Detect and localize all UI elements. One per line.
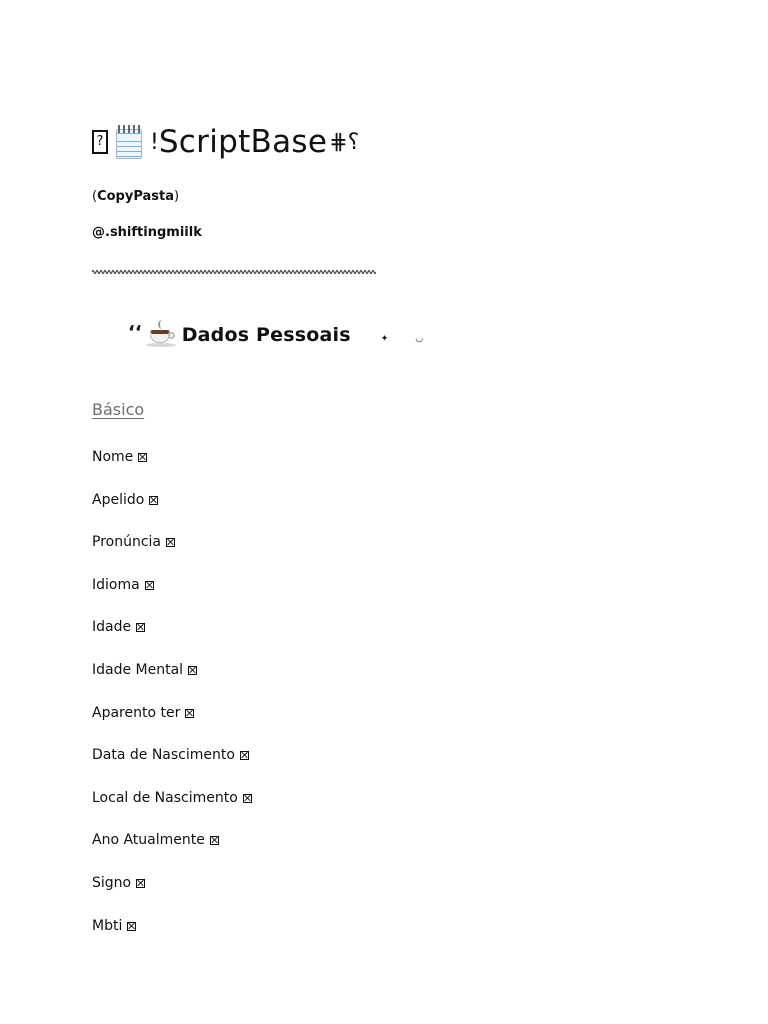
title-suffix-deco: ⋕⸮ bbox=[329, 129, 360, 155]
x-box-icon bbox=[210, 836, 219, 845]
list-item bbox=[92, 660, 252, 703]
x-box-icon bbox=[149, 496, 158, 505]
field-list bbox=[92, 447, 252, 958]
x-box-icon bbox=[243, 794, 252, 803]
document-title: ScriptBase bbox=[158, 124, 328, 160]
missing-glyph-icon: ? bbox=[92, 130, 108, 154]
field-label: Ano Atualmente bbox=[92, 832, 205, 849]
list-item bbox=[92, 490, 252, 533]
section-deco: ✦ ◡ bbox=[380, 334, 436, 344]
subtitle-label: CopyPasta bbox=[97, 189, 175, 204]
field-label: Aparento ter bbox=[92, 704, 181, 721]
list-item bbox=[92, 703, 252, 746]
list-item bbox=[92, 873, 252, 916]
x-box-icon bbox=[188, 666, 197, 675]
section-heading-row bbox=[128, 320, 435, 350]
x-box-icon bbox=[136, 879, 145, 888]
field-label: Local de Nascimento bbox=[92, 789, 238, 806]
x-box-icon bbox=[145, 581, 154, 590]
field-label: Pronúncia bbox=[92, 534, 161, 551]
x-box-icon bbox=[127, 922, 136, 931]
list-item bbox=[92, 617, 252, 660]
x-box-icon bbox=[185, 709, 194, 718]
subsection-title: Básico bbox=[92, 400, 145, 419]
field-label: Data de Nascimento bbox=[92, 747, 235, 764]
document-subtitle: (CopyPasta) bbox=[92, 189, 180, 204]
x-box-icon bbox=[138, 453, 147, 462]
field-label: Apelido bbox=[92, 491, 145, 508]
x-box-icon bbox=[166, 538, 175, 547]
notepad-icon bbox=[114, 124, 144, 160]
list-item bbox=[92, 575, 252, 618]
author-handle: @.shiftingmiilk bbox=[92, 225, 202, 240]
field-label: Idade Mental bbox=[92, 661, 184, 678]
section-quote-mark: ‘‘ bbox=[128, 322, 142, 343]
field-label: Idade bbox=[92, 619, 132, 636]
title-exclamation-deco: ! bbox=[150, 129, 159, 155]
wavy-divider bbox=[92, 268, 376, 276]
field-label: Nome bbox=[92, 449, 134, 465]
list-item bbox=[92, 916, 252, 959]
coffee-cup-icon bbox=[146, 320, 178, 350]
section-title: Dados Pessoais bbox=[181, 324, 351, 346]
list-item bbox=[92, 830, 252, 873]
x-box-icon bbox=[136, 623, 145, 632]
x-box-icon bbox=[240, 751, 249, 760]
field-label: Mbti bbox=[92, 917, 123, 934]
list-item bbox=[92, 788, 252, 831]
list-item bbox=[92, 532, 252, 575]
list-item bbox=[92, 447, 252, 490]
list-item bbox=[92, 745, 252, 788]
document-title-row bbox=[92, 122, 359, 162]
field-label: Signo bbox=[92, 874, 132, 891]
field-label: Idioma bbox=[92, 576, 140, 593]
